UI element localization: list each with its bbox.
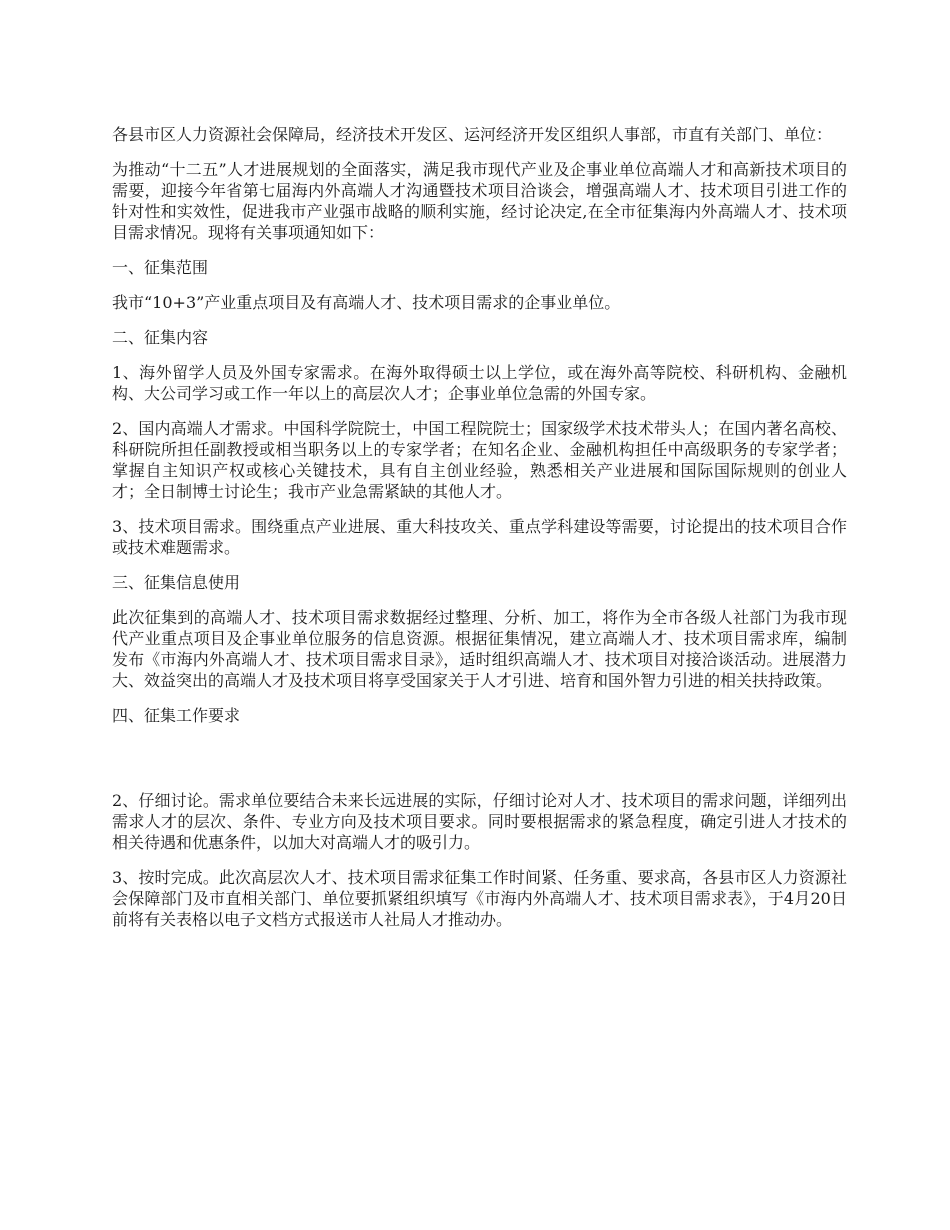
content-item-overseas: 1、海外留学人员及外国专家需求。在海外取得硕士以上学位，或在海外高等院校、科研机构、金融机构、大公司学习或工作一年以上的高层次人才；企事业单位急需的外国专家。	[112, 363, 847, 403]
content-item-technology: 3、技术项目需求。围绕重点产业进展、重大科技攻关、重点学科建设等需要，讨论提出的技术项目合作或技术难题需求。	[112, 517, 847, 557]
section-heading-requirements: 四、征集工作要求	[112, 706, 241, 725]
requirement-item-research: 2、仔细讨论。需求单位要结合未来长远进展的实际，仔细讨论对人才、技术项目的需求问题，详细列出需求人才的层次、条件、专业方向及技术项目要求。同时要根据需求的紧急程度，确定引进人才技术的相关待遇和优惠条件，以加大对高端人才的吸引力。	[112, 791, 847, 852]
intro-paragraph: 为推动“十二五”人才进展规划的全面落实，满足我市现代产业及企事业单位高端人才和高新技术项目的需要，迎接今年省第七届海内外高端人才沟通暨技术项目洽谈会，增强高端人才、技术项目引进工作的针对性和实效性，促进我市产业强市战略的顺利实施，经讨论决定,在全市征集海内外高端人才、技术项目需求情况。现将有关事项通知如下：	[112, 160, 847, 242]
section-heading-content: 二、征集内容	[112, 328, 209, 347]
section-heading-scope: 一、征集范围	[112, 258, 209, 277]
content-item-domestic: 2、国内高端人才需求。中国科学院院士，中国工程院院士；国家级学术技术带头人；在国内著名高校、科研院所担任副教授或相当职务以上的专家学者；在知名企业、金融机构担任中高级职务的专家学者；掌握自主知识产权或核心关键技术，具有自主创业经验，熟悉相关产业进展和国际国际规则的创业人才；全日制博士讨论生；我市产业急需紧缺的其他人才。	[112, 419, 847, 501]
document-body	[112, 124, 847, 944]
scope-paragraph: 我市“10+3”产业重点项目及有高端人才、技术项目需求的企事业单位。	[112, 293, 621, 312]
usage-paragraph: 此次征集到的高端人才、技术项目需求数据经过整理、分析、加工，将作为全市各级人社部门为我市现代产业重点项目及企事业单位服务的信息资源。根据征集情况，建立高端人才、技术项目需求库，编制发布《市海内外高端人才、技术项目需求目录》，适时组织高端人才、技术项目对接洽谈活动。进展潜力大、效益突出的高端人才及技术项目将享受国家关于人才引进、培育和国外智力引进的相关扶持政策。	[112, 608, 847, 690]
section-heading-usage: 三、征集信息使用	[112, 573, 241, 592]
salutation: 各县市区人力资源社会保障局，经济技术开发区、运河经济开发区组织人事部，市直有关部门、单位：	[112, 125, 833, 144]
requirement-item-deadline: 3、按时完成。此次高层次人才、技术项目需求征集工作时间紧、任务重、要求高，各县市区人力资源社会保障部门及市直相关部门、单位要抓紧组织填写《市海内外高端人才、技术项目需求表》，于4月20日前将有关表格以电子文档方式报送市人社局人才推动办。	[112, 868, 847, 929]
blank-gap	[112, 740, 847, 790]
